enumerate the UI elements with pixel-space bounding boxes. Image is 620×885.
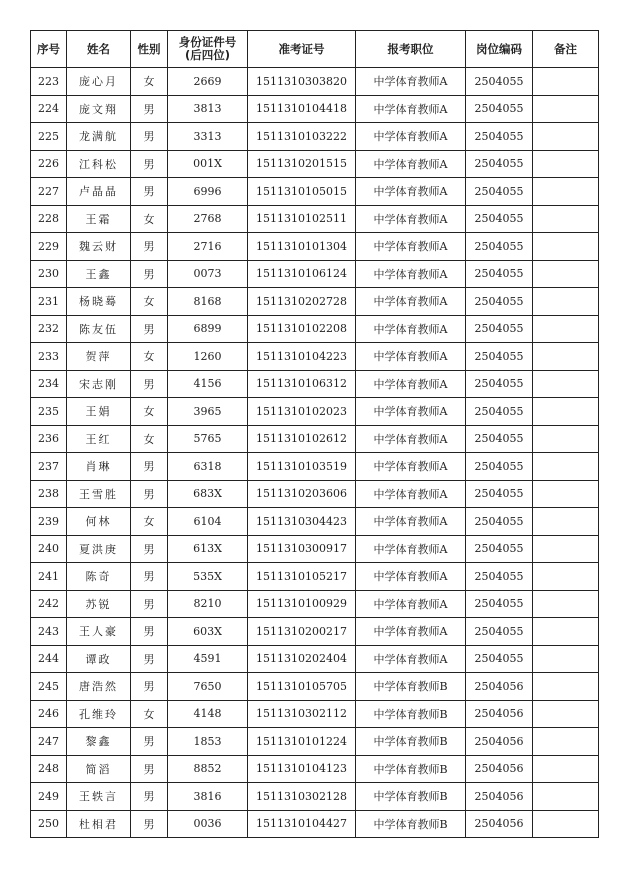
cell-gender: 男 [131, 590, 168, 618]
cell-id-last4: 603X [168, 618, 248, 646]
header-col-exam-number: 准考证号 [248, 31, 356, 68]
cell-index: 224 [31, 95, 67, 123]
table-row [31, 728, 599, 756]
table-row [31, 205, 599, 233]
cell-name: 唐浩然 [67, 673, 131, 701]
cell-remarks [533, 288, 599, 316]
cell-name: 贺萍 [67, 343, 131, 371]
cell-index: 241 [31, 563, 67, 591]
cell-remarks [533, 480, 599, 508]
cell-name: 陈奇 [67, 563, 131, 591]
cell-position-code: 2504055 [466, 288, 533, 316]
cell-id-last4: 613X [168, 535, 248, 563]
cell-id-last4: 2716 [168, 233, 248, 261]
header-row [31, 31, 599, 68]
cell-exam-number: 1511310105705 [248, 673, 356, 701]
cell-exam-number: 1511310106124 [248, 260, 356, 288]
cell-id-last4: 6318 [168, 453, 248, 481]
cell-index: 246 [31, 700, 67, 728]
table-row [31, 453, 599, 481]
cell-remarks [533, 453, 599, 481]
cell-name: 谭政 [67, 645, 131, 673]
cell-gender: 男 [131, 810, 168, 838]
cell-name: 卢晶晶 [67, 178, 131, 206]
cell-exam-number: 1511310302112 [248, 700, 356, 728]
cell-position: 中学体育教师A [356, 178, 466, 206]
cell-position-code: 2504055 [466, 508, 533, 536]
cell-position-code: 2504055 [466, 590, 533, 618]
table-row [31, 783, 599, 811]
cell-gender: 男 [131, 755, 168, 783]
cell-remarks [533, 700, 599, 728]
cell-position: 中学体育教师A [356, 123, 466, 151]
cell-gender: 男 [131, 150, 168, 178]
cell-remarks [533, 645, 599, 673]
cell-position-code: 2504055 [466, 123, 533, 151]
cell-gender: 女 [131, 425, 168, 453]
cell-name: 庞心月 [67, 68, 131, 96]
cell-name: 王雪胜 [67, 480, 131, 508]
cell-position: 中学体育教师A [356, 315, 466, 343]
cell-exam-number: 1511310103519 [248, 453, 356, 481]
cell-name: 何林 [67, 508, 131, 536]
cell-position-code: 2504055 [466, 95, 533, 123]
cell-name: 王红 [67, 425, 131, 453]
table-row [31, 123, 599, 151]
cell-exam-number: 1511310201515 [248, 150, 356, 178]
table-row [31, 150, 599, 178]
cell-id-last4: 5765 [168, 425, 248, 453]
table-row [31, 700, 599, 728]
cell-remarks [533, 728, 599, 756]
cell-gender: 男 [131, 315, 168, 343]
table-row [31, 178, 599, 206]
cell-id-last4: 2768 [168, 205, 248, 233]
cell-position-code: 2504056 [466, 810, 533, 838]
cell-gender: 男 [131, 563, 168, 591]
cell-exam-number: 1511310104427 [248, 810, 356, 838]
cell-remarks [533, 260, 599, 288]
cell-name: 杜相君 [67, 810, 131, 838]
cell-position: 中学体育教师A [356, 343, 466, 371]
cell-position-code: 2504055 [466, 343, 533, 371]
cell-index: 245 [31, 673, 67, 701]
cell-gender: 男 [131, 618, 168, 646]
cell-id-last4: 4156 [168, 370, 248, 398]
cell-position: 中学体育教师A [356, 205, 466, 233]
cell-position-code: 2504055 [466, 68, 533, 96]
cell-position-code: 2504055 [466, 205, 533, 233]
cell-gender: 女 [131, 508, 168, 536]
cell-remarks [533, 233, 599, 261]
cell-position-code: 2504055 [466, 618, 533, 646]
cell-index: 233 [31, 343, 67, 371]
cell-remarks [533, 673, 599, 701]
cell-exam-number: 1511310102208 [248, 315, 356, 343]
cell-name: 龙满航 [67, 123, 131, 151]
cell-position-code: 2504056 [466, 700, 533, 728]
cell-position-code: 2504055 [466, 480, 533, 508]
cell-gender: 男 [131, 673, 168, 701]
cell-name: 简滔 [67, 755, 131, 783]
cell-position: 中学体育教师B [356, 755, 466, 783]
cell-gender: 男 [131, 783, 168, 811]
cell-id-last4: 2669 [168, 68, 248, 96]
cell-index: 238 [31, 480, 67, 508]
cell-index: 243 [31, 618, 67, 646]
cell-name: 孔维玲 [67, 700, 131, 728]
cell-position: 中学体育教师A [356, 260, 466, 288]
cell-id-last4: 1853 [168, 728, 248, 756]
table-row [31, 508, 599, 536]
table-row [31, 590, 599, 618]
cell-name: 魏云财 [67, 233, 131, 261]
cell-exam-number: 1511310200217 [248, 618, 356, 646]
cell-position-code: 2504056 [466, 783, 533, 811]
cell-index: 250 [31, 810, 67, 838]
cell-index: 236 [31, 425, 67, 453]
cell-gender: 男 [131, 728, 168, 756]
cell-index: 248 [31, 755, 67, 783]
cell-index: 240 [31, 535, 67, 563]
table-row [31, 618, 599, 646]
cell-exam-number: 1511310104123 [248, 755, 356, 783]
cell-index: 225 [31, 123, 67, 151]
cell-remarks [533, 618, 599, 646]
cell-remarks [533, 535, 599, 563]
cell-remarks [533, 783, 599, 811]
cell-exam-number: 1511310303820 [248, 68, 356, 96]
cell-name: 陈友伍 [67, 315, 131, 343]
table-row [31, 755, 599, 783]
cell-remarks [533, 425, 599, 453]
cell-name: 庞文翔 [67, 95, 131, 123]
table-row [31, 288, 599, 316]
cell-gender: 男 [131, 535, 168, 563]
cell-position: 中学体育教师A [356, 398, 466, 426]
cell-position: 中学体育教师A [356, 370, 466, 398]
table-row [31, 315, 599, 343]
table-row [31, 425, 599, 453]
cell-remarks [533, 590, 599, 618]
cell-gender: 女 [131, 205, 168, 233]
cell-position-code: 2504055 [466, 233, 533, 261]
cell-position-code: 2504055 [466, 645, 533, 673]
cell-remarks [533, 508, 599, 536]
cell-id-last4: 6104 [168, 508, 248, 536]
cell-exam-number: 1511310102023 [248, 398, 356, 426]
cell-remarks [533, 343, 599, 371]
cell-id-last4: 7650 [168, 673, 248, 701]
cell-position: 中学体育教师A [356, 453, 466, 481]
cell-remarks [533, 123, 599, 151]
cell-index: 239 [31, 508, 67, 536]
cell-position: 中学体育教师A [356, 68, 466, 96]
table-row [31, 260, 599, 288]
cell-position: 中学体育教师A [356, 590, 466, 618]
cell-exam-number: 1511310102511 [248, 205, 356, 233]
cell-remarks [533, 398, 599, 426]
cell-exam-number: 1511310304423 [248, 508, 356, 536]
cell-exam-number: 1511310102612 [248, 425, 356, 453]
cell-gender: 女 [131, 288, 168, 316]
cell-position-code: 2504056 [466, 728, 533, 756]
cell-id-last4: 8168 [168, 288, 248, 316]
cell-name: 江科松 [67, 150, 131, 178]
header-col-index: 序号 [31, 31, 67, 68]
cell-exam-number: 1511310202404 [248, 645, 356, 673]
table-row [31, 68, 599, 96]
cell-exam-number: 1511310105015 [248, 178, 356, 206]
cell-id-last4: 6996 [168, 178, 248, 206]
cell-id-last4: 0073 [168, 260, 248, 288]
cell-exam-number: 1511310104418 [248, 95, 356, 123]
cell-name: 宋志刚 [67, 370, 131, 398]
cell-exam-number: 1511310203606 [248, 480, 356, 508]
cell-position: 中学体育教师A [356, 425, 466, 453]
table-row [31, 233, 599, 261]
cell-index: 231 [31, 288, 67, 316]
cell-id-last4: 3813 [168, 95, 248, 123]
header-col-position-code: 岗位编码 [466, 31, 533, 68]
cell-id-last4: 3965 [168, 398, 248, 426]
cell-index: 226 [31, 150, 67, 178]
cell-exam-number: 1511310105217 [248, 563, 356, 591]
cell-index: 235 [31, 398, 67, 426]
table-row [31, 398, 599, 426]
cell-id-last4: 3313 [168, 123, 248, 151]
cell-position: 中学体育教师B [356, 810, 466, 838]
cell-gender: 男 [131, 178, 168, 206]
table-row [31, 563, 599, 591]
cell-position-code: 2504056 [466, 673, 533, 701]
cell-index: 227 [31, 178, 67, 206]
cell-index: 247 [31, 728, 67, 756]
cell-exam-number: 1511310101304 [248, 233, 356, 261]
cell-remarks [533, 315, 599, 343]
table-row [31, 343, 599, 371]
cell-position-code: 2504055 [466, 315, 533, 343]
header-col-position: 报考职位 [356, 31, 466, 68]
cell-id-last4: 0036 [168, 810, 248, 838]
cell-index: 228 [31, 205, 67, 233]
cell-index: 230 [31, 260, 67, 288]
cell-id-last4: 4148 [168, 700, 248, 728]
cell-gender: 男 [131, 453, 168, 481]
table-row [31, 645, 599, 673]
cell-name: 夏洪庚 [67, 535, 131, 563]
cell-index: 237 [31, 453, 67, 481]
cell-remarks [533, 205, 599, 233]
cell-position: 中学体育教师B [356, 673, 466, 701]
cell-id-last4: 683X [168, 480, 248, 508]
cell-id-last4: 3816 [168, 783, 248, 811]
cell-position-code: 2504055 [466, 425, 533, 453]
cell-exam-number: 1511310302128 [248, 783, 356, 811]
cell-remarks [533, 810, 599, 838]
cell-position-code: 2504056 [466, 755, 533, 783]
cell-index: 232 [31, 315, 67, 343]
cell-position-code: 2504055 [466, 453, 533, 481]
cell-name: 黎鑫 [67, 728, 131, 756]
cell-position: 中学体育教师A [356, 645, 466, 673]
cell-exam-number: 1511310100929 [248, 590, 356, 618]
table-row [31, 810, 599, 838]
cell-position-code: 2504055 [466, 178, 533, 206]
cell-gender: 女 [131, 68, 168, 96]
table-row [31, 535, 599, 563]
cell-position: 中学体育教师A [356, 508, 466, 536]
cell-position: 中学体育教师A [356, 150, 466, 178]
cell-position: 中学体育教师A [356, 95, 466, 123]
cell-name: 王轶言 [67, 783, 131, 811]
header-col-id-last4: 身份证件号 (后四位) [168, 31, 248, 68]
cell-exam-number: 1511310104223 [248, 343, 356, 371]
cell-id-last4: 1260 [168, 343, 248, 371]
cell-exam-number: 1511310103222 [248, 123, 356, 151]
cell-position-code: 2504055 [466, 535, 533, 563]
header-col-gender: 性别 [131, 31, 168, 68]
cell-remarks [533, 563, 599, 591]
cell-name: 杨晓蓦 [67, 288, 131, 316]
cell-position: 中学体育教师A [356, 535, 466, 563]
cell-gender: 女 [131, 700, 168, 728]
cell-position: 中学体育教师A [356, 563, 466, 591]
cell-index: 234 [31, 370, 67, 398]
cell-gender: 男 [131, 95, 168, 123]
cell-index: 244 [31, 645, 67, 673]
cell-exam-number: 1511310202728 [248, 288, 356, 316]
cell-position: 中学体育教师B [356, 783, 466, 811]
cell-id-last4: 6899 [168, 315, 248, 343]
header-col-name: 姓名 [67, 31, 131, 68]
candidate-table [30, 30, 599, 838]
cell-position: 中学体育教师A [356, 480, 466, 508]
cell-index: 249 [31, 783, 67, 811]
cell-gender: 男 [131, 233, 168, 261]
table-row [31, 480, 599, 508]
cell-remarks [533, 150, 599, 178]
cell-id-last4: 535X [168, 563, 248, 591]
cell-position-code: 2504055 [466, 370, 533, 398]
cell-remarks [533, 95, 599, 123]
cell-position-code: 2504055 [466, 398, 533, 426]
cell-id-last4: 001X [168, 150, 248, 178]
cell-remarks [533, 755, 599, 783]
cell-exam-number: 1511310101224 [248, 728, 356, 756]
table-row [31, 673, 599, 701]
cell-exam-number: 1511310106312 [248, 370, 356, 398]
cell-index: 242 [31, 590, 67, 618]
table-row [31, 370, 599, 398]
cell-index: 223 [31, 68, 67, 96]
cell-position: 中学体育教师A [356, 233, 466, 261]
cell-id-last4: 4591 [168, 645, 248, 673]
cell-position: 中学体育教师B [356, 700, 466, 728]
cell-position-code: 2504055 [466, 260, 533, 288]
cell-id-last4: 8210 [168, 590, 248, 618]
cell-remarks [533, 68, 599, 96]
cell-id-last4: 8852 [168, 755, 248, 783]
cell-name: 肖琳 [67, 453, 131, 481]
cell-position: 中学体育教师B [356, 728, 466, 756]
header-col-remarks: 备注 [533, 31, 599, 68]
cell-name: 苏锐 [67, 590, 131, 618]
cell-name: 王人豪 [67, 618, 131, 646]
cell-gender: 男 [131, 260, 168, 288]
cell-index: 229 [31, 233, 67, 261]
cell-remarks [533, 178, 599, 206]
cell-gender: 男 [131, 645, 168, 673]
cell-gender: 男 [131, 370, 168, 398]
cell-position-code: 2504055 [466, 150, 533, 178]
cell-gender: 男 [131, 123, 168, 151]
cell-gender: 男 [131, 480, 168, 508]
cell-position-code: 2504055 [466, 563, 533, 591]
cell-name: 王娟 [67, 398, 131, 426]
cell-position: 中学体育教师A [356, 288, 466, 316]
cell-name: 王鑫 [67, 260, 131, 288]
cell-gender: 女 [131, 398, 168, 426]
table-row [31, 95, 599, 123]
cell-exam-number: 1511310300917 [248, 535, 356, 563]
cell-remarks [533, 370, 599, 398]
cell-gender: 女 [131, 343, 168, 371]
cell-name: 王霜 [67, 205, 131, 233]
cell-position: 中学体育教师A [356, 618, 466, 646]
